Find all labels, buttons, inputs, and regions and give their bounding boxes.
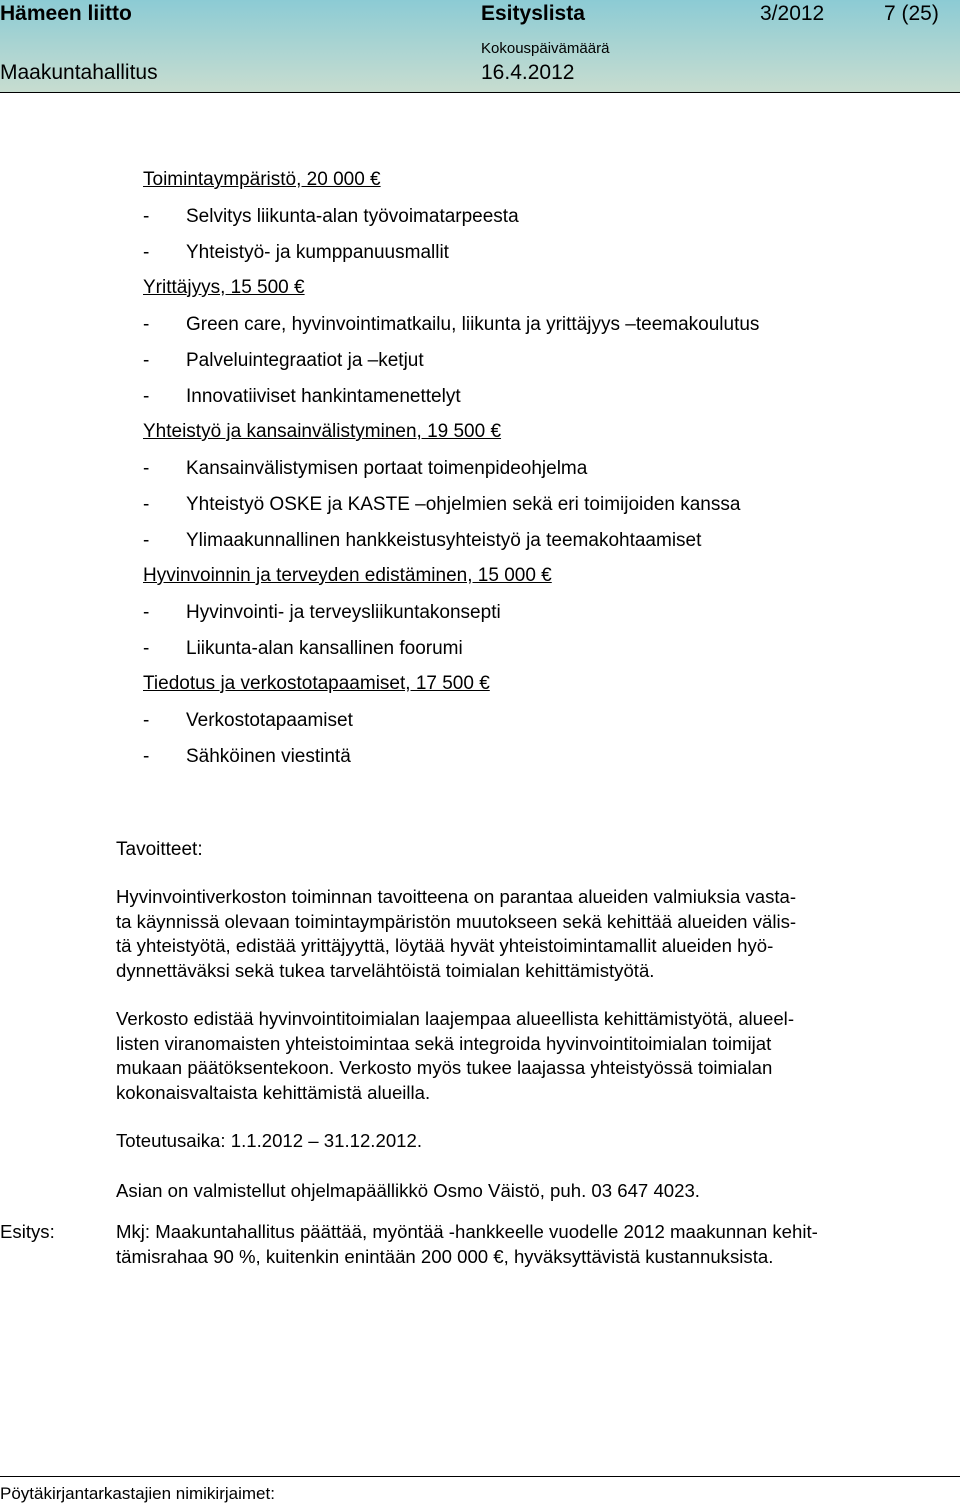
text-line: kokonaisvaltaista kehittämistä alueilla. (116, 1081, 431, 1103)
section-title: Yhteistyö ja kansainvälistyminen, 19 500 € (143, 421, 502, 442)
list-item: - Yhteistyö OSKE ja KASTE –ohjelmien sekä eri toimijoiden kanssa (143, 494, 741, 515)
budget-sections (143, 167, 923, 779)
text-line: dynnettäväksi sekä tukea tarvelähtöistä toimialan kehittämistyötä. (116, 959, 655, 981)
text-line: ta käynnissä olevaan toimintaympäristön muutokseen sekä kehittää alueiden välis- (116, 910, 797, 932)
footer-divider (0, 1476, 960, 1477)
network-paragraph (116, 1007, 922, 1105)
section-title: Yrittäjyys, 15 500 € (143, 277, 305, 298)
text-line: tämisrahaa 90 %, kuitenkin enintään 200 000 €, hyväksyttävistä kustannuksista. (116, 1245, 774, 1267)
text-line: mukaan päätöksentekoon. Verkosto myös tukee laajassa yhteistyössä toimialan (116, 1057, 773, 1078)
header-divider (0, 92, 960, 93)
esitys-label: Esitys: (0, 1221, 55, 1242)
section (143, 419, 923, 559)
section-title: Toimintaympäristö, 20 000 € (143, 169, 381, 190)
list-item: - Kansainvälistymisen portaat toimenpideohjelma (143, 458, 588, 479)
doc-type: Esityslista (481, 2, 585, 25)
tavoitteet-label: Tavoitteet: (116, 839, 203, 860)
section (143, 275, 923, 415)
text-line: tä yhteistyötä, edistää yrittäjyyttä, löytää hyvät yhteistoimintamallit alueiden hyö- (116, 935, 774, 956)
text-line: Hyvinvointiverkoston toiminnan tavoitteena on parantaa alueiden valmiuksia vasta- (116, 886, 797, 907)
section-title: Hyvinvoinnin ja terveyden edistäminen, 15 000 € (143, 565, 552, 586)
meeting-date: 16.4.2012 (481, 61, 575, 84)
section (143, 563, 923, 667)
preparer-info: Asian on valmistellut ohjelmapäällikkö Osmo Väistö, puh. 03 647 4023. (116, 1180, 700, 1201)
section (143, 671, 923, 775)
text-line: listen viranomaisten yhteistoimintaa sekä integroida hyvinvointitoimialan toimijat (116, 1032, 772, 1054)
list-item: - Liikunta-alan kansallinen foorumi (143, 638, 463, 659)
list-item: - Hyvinvointi- ja terveysliikuntakonsepti (143, 602, 501, 623)
implementation-period: Toteutusaika: 1.1.2012 – 31.12.2012. (116, 1130, 423, 1151)
list-item: - Palveluintegraatiot ja –ketjut (143, 350, 424, 371)
list-item: - Ylimaakunnallinen hankkeistusyhteistyö ja teemakohtaamiset (143, 530, 702, 551)
goals-paragraph (116, 885, 922, 983)
text-line: Mkj: Maakuntahallitus päättää, myöntää -hankkeelle vuodelle 2012 maakunnan kehit- (116, 1221, 818, 1242)
list-item: - Green care, hyvinvointimatkailu, liikunta ja yrittäjyys –teemakoulutus (143, 314, 760, 335)
body-name: Maakuntahallitus (0, 61, 158, 84)
list-item: - Sähköinen viestintä (143, 746, 351, 767)
list-item: - Yhteistyö- ja kumppanuusmallit (143, 242, 449, 263)
section (143, 167, 923, 271)
list-item: - Selvitys liikunta-alan työvoimatarpeesta (143, 206, 519, 227)
list-item: - Innovatiiviset hankintamenettelyt (143, 386, 461, 407)
doc-number: 3/2012 (760, 2, 825, 25)
org-name: Hämeen liitto (0, 2, 132, 25)
section-title: Tiedotus ja verkostotapaamiset, 17 500 € (143, 673, 490, 694)
date-label: Kokouspäivämäärä (481, 40, 610, 57)
list-item: - Verkostotapaamiset (143, 710, 353, 731)
footer-initials: Pöytäkirjantarkastajien nimikirjaimet: (0, 1484, 275, 1503)
text-line: Verkosto edistää hyvinvointitoimialan laajempaa alueellista kehittämistyötä, alueel- (116, 1008, 795, 1029)
page-number: 7 (25) (884, 2, 939, 25)
proposal-text (116, 1220, 922, 1269)
